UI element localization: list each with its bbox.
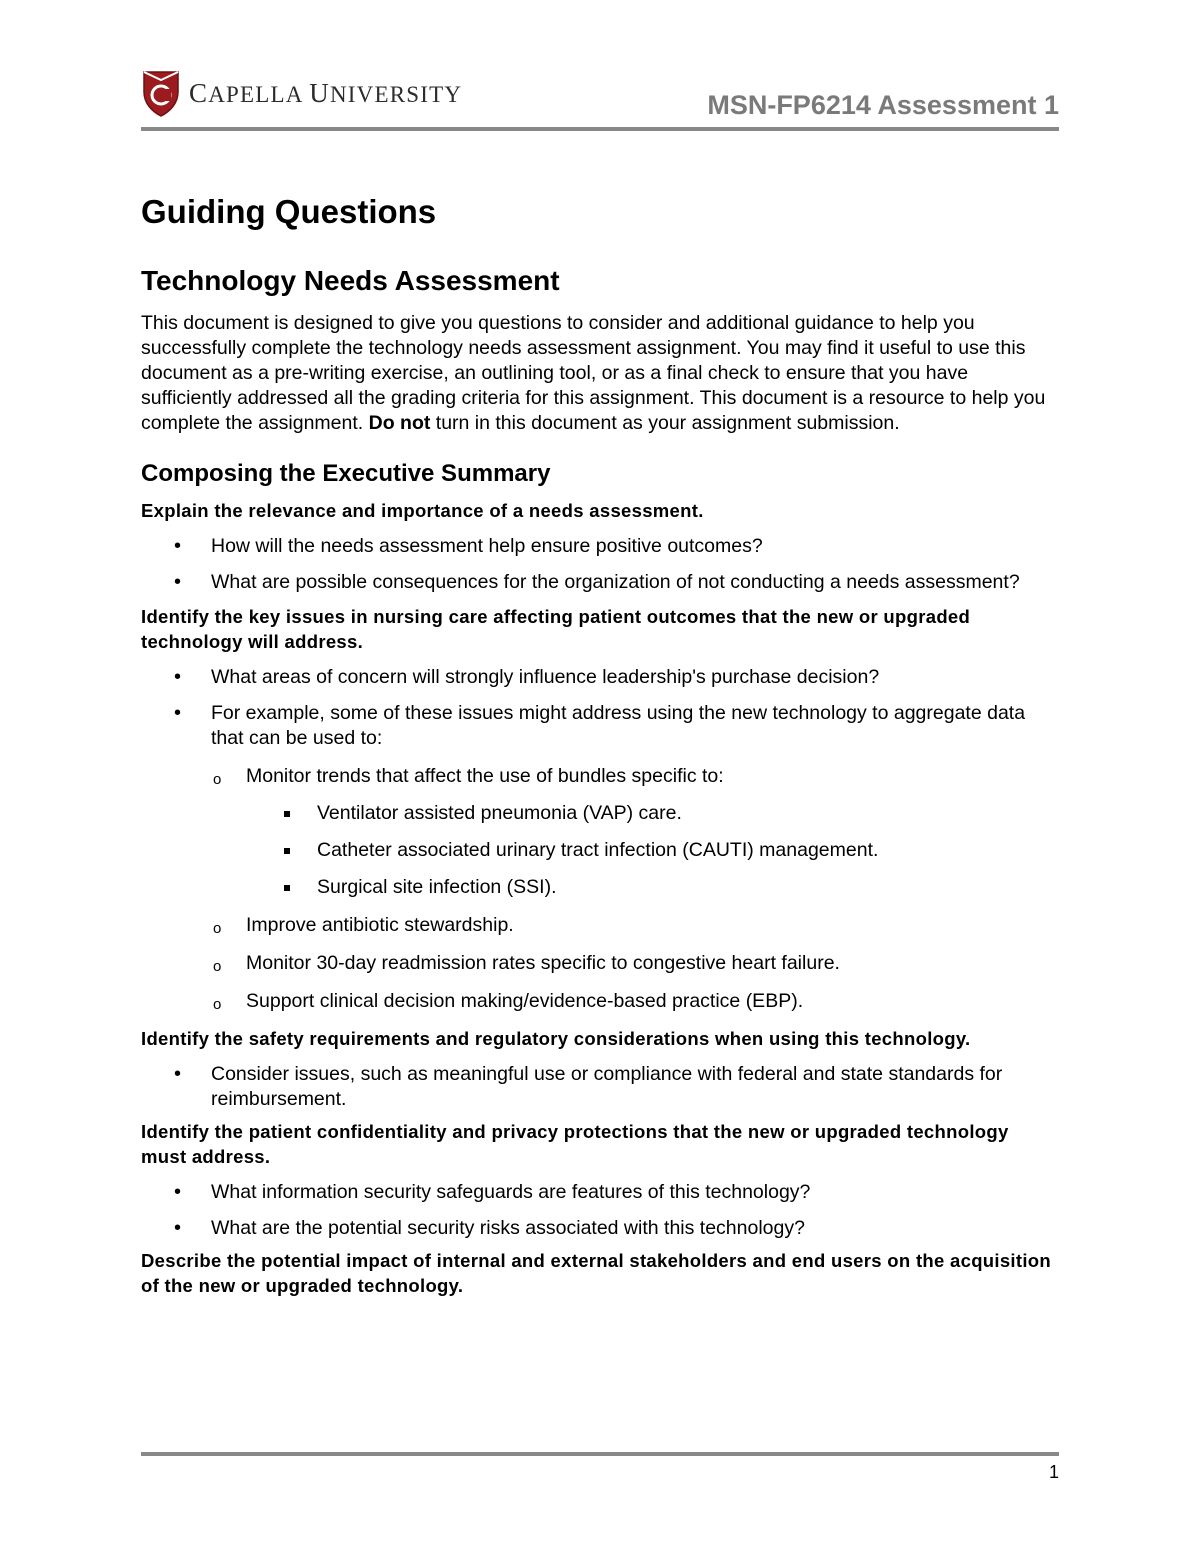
sub-sub-list-item: Surgical site infection (SSI).	[141, 875, 1059, 900]
guiding-question: Describe the potential impact of internal and external stakeholders and end users on the acquisition of the new or upgraded technology.	[141, 1250, 1051, 1296]
bullet-list	[141, 534, 1059, 595]
intro-bold-text: Do not	[368, 412, 431, 434]
document-id: MSN-FP6214 Assessment 1	[707, 90, 1059, 120]
bullet-list	[141, 1062, 1059, 1112]
guiding-question: Identify the safety requirements and regulatory considerations when using this technology.	[141, 1028, 971, 1049]
sub-list	[141, 913, 1059, 1014]
document-body	[141, 190, 1059, 1298]
sub-sub-list-item: Ventilator assisted pneumonia (VAP) care.	[141, 801, 1059, 826]
logo-wordmark: CAPELLA UNIVERSITY	[189, 77, 463, 108]
sub-list	[141, 764, 1059, 789]
list-item: • How will the needs assessment help ensure positive outcomes?	[141, 534, 1059, 559]
sub-list-item: o Support clinical decision making/evidence-based practice (EBP).	[141, 989, 1059, 1014]
page-title: Guiding Questions	[141, 193, 437, 230]
list-item: • What are possible consequences for the organization of not conducting a needs assessment?	[141, 570, 1059, 595]
list-item: • For example, some of these issues might address using the new technology to aggregate data that can be used to:	[141, 701, 1059, 751]
section-heading: Composing the Executive Summary	[141, 460, 551, 487]
sub-sub-list-item: Catheter associated urinary tract infection (CAUTI) management.	[141, 838, 1059, 863]
sub-list-item: o Monitor trends that affect the use of bundles specific to:	[141, 764, 1059, 789]
guiding-question: Identify the key issues in nursing care affecting patient outcomes that the new or upgraded technology will address.	[141, 606, 971, 652]
sub-list-item: o Monitor 30-day readmission rates specific to congestive heart failure.	[141, 951, 1059, 976]
bullet-list	[141, 665, 1059, 751]
footer-rule	[141, 1452, 1059, 1456]
page-number: 1	[1048, 1462, 1059, 1482]
capella-logo	[141, 68, 462, 118]
header-rule	[141, 127, 1059, 131]
guiding-question: Explain the relevance and importance of a needs assessment.	[141, 500, 704, 521]
list-item: • Consider issues, such as meaningful use or compliance with federal and state standards for reimbursement.	[141, 1062, 1059, 1112]
guiding-question: Identify the patient confidentiality and privacy protections that the new or upgraded technology must address.	[141, 1121, 1009, 1167]
bullet-list	[141, 1180, 1059, 1241]
capella-shield-icon	[141, 68, 181, 118]
list-item: • What information security safeguards are features of this technology?	[141, 1180, 1059, 1205]
page-subtitle: Technology Needs Assessment	[141, 265, 560, 296]
page-header	[141, 68, 1059, 130]
list-item: • What are the potential security risks associated with this technology?	[141, 1216, 1059, 1241]
sub-sub-list	[141, 801, 1059, 900]
intro-paragraph: This document is designed to give you questions to consider and additional guidance to help you successfully complete the technology needs assessment assignment. You may find it useful to use this document as a pre-writing exercise, an outlining tool, or as a final check to ensure that you have sufficiently addressed all the grading criteria for this assignment. This document is a resource to help you complete the assignment. Do not turn in this document as your assignment submission.	[141, 312, 1046, 434]
list-item: • What areas of concern will strongly influence leadership's purchase decision?	[141, 665, 1059, 690]
sub-list-item: o Improve antibiotic stewardship.	[141, 913, 1059, 938]
